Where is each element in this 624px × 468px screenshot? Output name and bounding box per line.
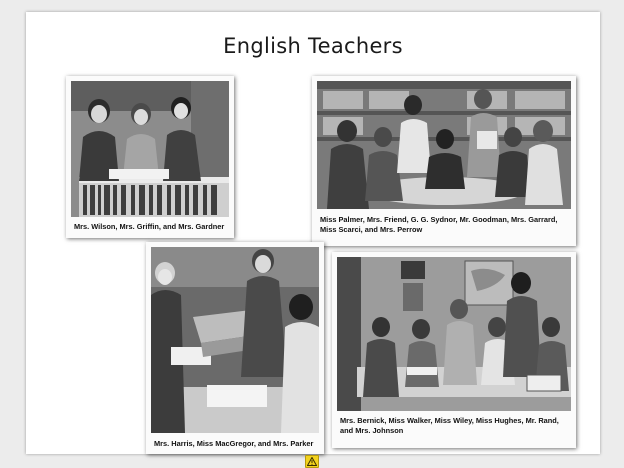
photo-card-2 <box>312 76 576 246</box>
warning-icon[interactable] <box>305 455 319 468</box>
photo-caption: Mrs. Harris, Miss MacGregor, and Mrs. Parker <box>154 439 314 448</box>
photo-card-1 <box>66 76 234 238</box>
page-title: English Teachers <box>223 34 403 58</box>
warning-triangle-icon <box>307 457 317 466</box>
photo-caption: Mrs. Bernick, Miss Walker, Miss Wiley, Miss Hughes, Mr. Rand, and Mrs. Johnson <box>340 416 559 435</box>
photo-caption: Mrs. Wilson, Mrs. Griffin, and Mrs. Gardner <box>74 222 225 231</box>
photo-teachers-library-table <box>317 81 571 209</box>
yearbook-page <box>26 12 600 454</box>
photo-card-3 <box>146 242 324 454</box>
photo-teachers-bookshelf <box>71 81 229 217</box>
photo-caption: Miss Palmer, Mrs. Friend, G. G. Sydnor, Mr. Goodman, Mrs. Garrard, Miss Scarci, and Mrs. Perrow <box>320 215 558 234</box>
photo-teachers-map <box>151 247 319 433</box>
photo-teachers-classroom <box>337 257 571 411</box>
photo-card-4 <box>332 252 576 448</box>
